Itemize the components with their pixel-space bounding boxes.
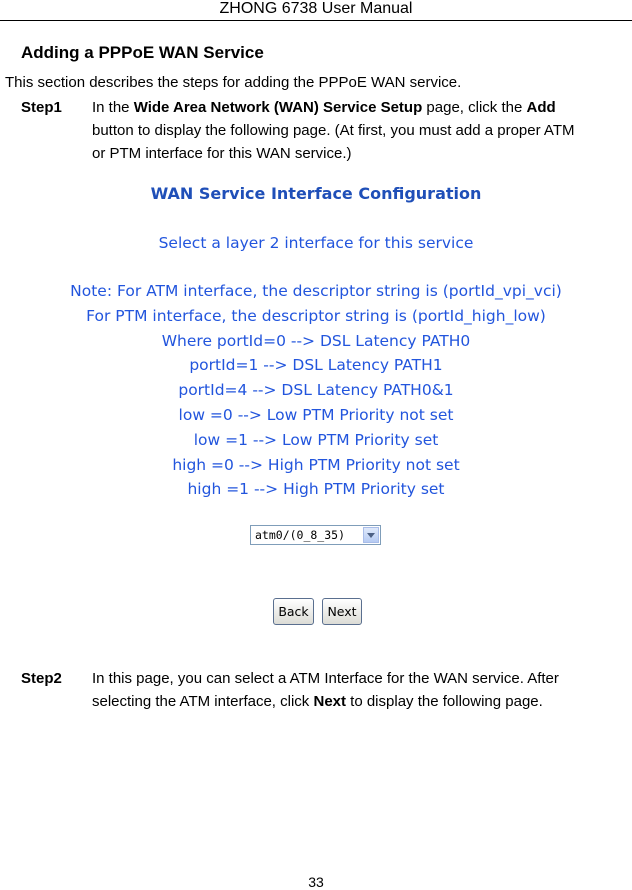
step2-text [92,667,628,713]
step1-line1 [92,96,628,119]
section-title: Adding a PPPoE WAN Service [21,43,264,62]
note-line: high =1 --> High PTM Priority set [187,480,445,499]
screenshot-subtitle: Select a layer 2 interface for this service [158,234,474,252]
note-line: portId=4 --> DSL Latency PATH0&1 [178,381,454,400]
note-line: For PTM interface, the descriptor string is (portId_high_low) [86,306,546,325]
note-line: high =0 --> High PTM Priority not set [172,455,460,474]
note-line: Where portId=0 --> DSL Latency PATH0 [161,331,471,350]
step2-text-part: to display the following page. [346,693,543,710]
manual-title: ZHONG 6738 User Manual [219,0,413,17]
page-number: 33 [308,874,324,890]
step1-label: Step1 [21,99,62,116]
screenshot-title: WAN Service Interface Configuration [150,184,482,203]
step1-line3: or PTM interface for this WAN service.) [92,145,352,162]
step1-text [92,96,628,165]
step1-line2: button to display the following page. (At first, you must add a proper ATM [92,122,575,139]
interface-select[interactable] [250,525,381,545]
note-line: portId=1 --> DSL Latency PATH1 [189,356,443,375]
step2-line2 [92,690,628,713]
add-emphasis: Add [526,99,556,116]
step1-text-part: In the [92,99,134,116]
section-intro: This section describes the steps for adding the PPPoE WAN service. [5,74,462,91]
back-button[interactable]: Back [273,598,314,625]
page-header [0,0,632,21]
next-button[interactable]: Next [322,598,362,625]
step2-label: Step2 [21,670,62,687]
note-line: Note: For ATM interface, the descriptor string is (portId_vpi_vci) [70,282,562,300]
wan-service-setup-emphasis: Wide Area Network (WAN) Service Setup [133,99,423,116]
step2-line1: In this page, you can select a ATM Interface for the WAN service. After [92,670,559,687]
step1-text-part: page, click the [422,99,527,116]
wan-service-interface-screenshot [0,178,632,638]
step2-text-part: selecting the ATM interface, click [92,693,314,710]
interface-select-value: atm0/(0_8_35) [255,528,346,542]
descriptor-notes [0,279,632,502]
note-line: low =0 --> Low PTM Priority not set [178,405,454,424]
chevron-down-icon[interactable] [363,527,379,543]
note-line: low =1 --> Low PTM Priority set [193,430,439,449]
next-emphasis: Next [313,693,346,710]
